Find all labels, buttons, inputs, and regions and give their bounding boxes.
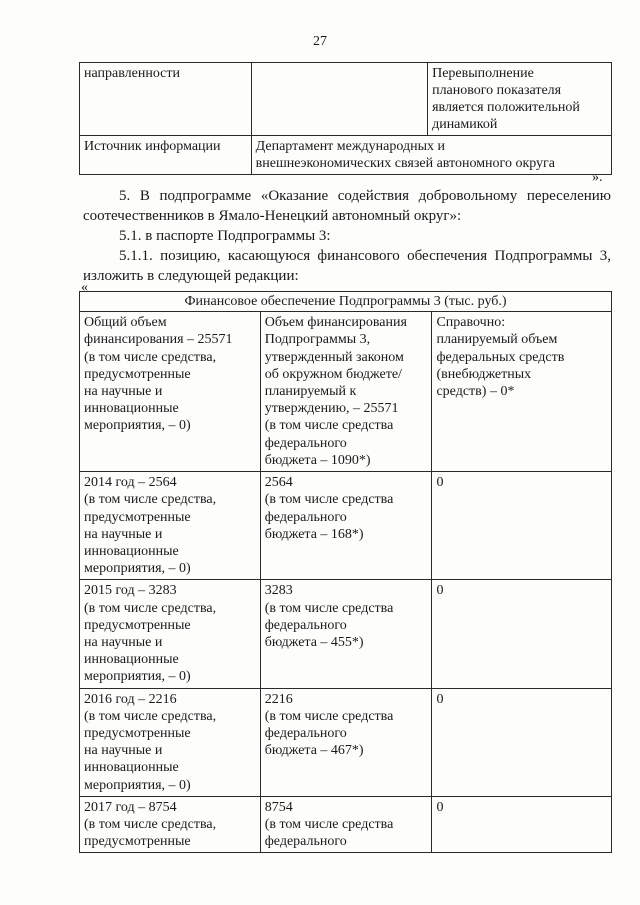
cell-text-line: предусмотренные [84,726,191,742]
cell-text-line: бюджета – 1090*) [264,452,371,468]
cell-text-line: (в том числе средства [264,492,394,508]
page-number: 27 [313,34,327,49]
cell-text-line: является положительной [432,100,580,115]
cell-text-line: Общий объем [84,315,167,331]
table-row [80,472,612,580]
cell-text-line: 0 [436,583,444,599]
opening-quote: « [81,280,88,295]
cell-text-line: федерального [264,834,347,850]
table-cell [251,136,611,175]
cell-text-line: 0 [436,475,444,491]
cell-text-line: (в том числе средства, [84,492,217,508]
cell-text-line: направленности [84,66,181,81]
cell-text-line: бюджета – 455*) [264,635,364,651]
cell-text-line: федеральных средств [436,349,565,365]
paragraph: 5.1. в паспорте Подпрограммы 3: [119,228,331,244]
cell-text-line: мероприятия, – 0) [84,561,191,577]
cell-text-line: утверждению, – 25571 [264,401,399,417]
cell-text-line: предусмотренные [84,509,191,525]
cell-text-line: планового показателя [432,83,562,98]
table-cell [80,580,261,688]
cell-text-line: средств) – 0* [436,384,515,400]
table-cell [432,472,612,580]
table-cell [432,312,612,472]
table-row [80,688,612,796]
cell-text-line: утвержденный законом [264,349,404,365]
cell-text-line: на научные и [84,384,163,400]
table-cell [260,796,432,853]
table-cell [251,63,427,136]
cell-text-line: 2014 год – 2564 [84,475,177,491]
cell-text-line: федерального [264,509,347,525]
cell-text-line: (в том числе средства [264,708,394,724]
table-row [80,136,612,175]
indicator-table [79,62,612,175]
cell-text-line: мероприятия, – 0) [84,777,191,793]
cell-text-line: об окружном бюджете/ [264,366,402,382]
table-cell [432,580,612,688]
table-title-row [80,292,612,312]
table-cell [80,472,261,580]
cell-text-line: мероприятия, – 0) [84,669,191,685]
cell-text-line: федерального [264,435,347,451]
cell-text-line: мероприятия, – 0) [84,418,191,434]
cell-text-line: 2015 год – 3283 [84,583,177,599]
table-cell [80,136,252,175]
cell-text-line: федерального [264,617,347,633]
cell-text-line: федерального [264,726,347,742]
table-cell [260,472,432,580]
cell-text-line: (в том числе средства, [84,349,217,365]
financing-table [79,291,612,853]
cell-text-line: 0 [436,799,444,815]
cell-text-line: на научные и [84,743,163,759]
cell-text-line: Департамент международных и [255,139,445,154]
cell-text-line: на научные и [84,635,163,651]
table-cell [432,796,612,853]
cell-text-line: (в том числе средства [264,418,394,434]
cell-text-line: динамикой [432,117,498,132]
cell-text-line: бюджета – 467*) [264,743,364,759]
paragraph: 5.1.1. позицию, касающуюся финансового обеспечения Подпрограммы 3, изложить в следующей редакции: [83,248,611,284]
cell-text-line: Подпрограммы 3, [264,332,371,348]
cell-text-line: (внебюджетных [436,366,532,382]
table-cell [260,312,432,472]
table-cell [80,312,261,472]
table-cell [80,688,261,796]
cell-text-line: 0 [436,691,444,707]
cell-text-line: инновационные [84,544,179,560]
cell-text-line: предусмотренные [84,366,191,382]
table-cell [260,688,432,796]
table-row [80,580,612,688]
cell-text-line: Объем финансирования [264,315,407,331]
table-row [80,312,612,472]
cell-text-line: (в том числе средства, [84,600,217,616]
closing-quote: ». [592,170,603,185]
cell-text-line: планируемый объем [436,332,558,348]
cell-text-line: финансирования – 25571 [84,332,233,348]
cell-text-line: Источник информации [84,139,221,154]
cell-text-line: 2216 [264,691,293,707]
cell-text-line: инновационные [84,652,179,668]
table-row [80,63,612,136]
cell-text-line: Перевыполнение [432,66,534,81]
cell-text-line: 2564 [264,475,293,491]
cell-text-line: (в том числе средства [264,600,394,616]
cell-text-line: бюджета – 168*) [264,526,364,542]
table-cell [428,63,612,136]
table-title: Финансовое обеспечение Подпрограммы 3 (тыс. руб.) [80,292,612,312]
cell-text-line: предусмотренные [84,834,191,850]
paragraph: 5. В подпрограмме «Оказание содействия добровольному переселению соотечественников в Ямало-Ненецкий автономный округ»: [83,188,611,224]
cell-text-line: (в том числе средства, [84,708,217,724]
cell-text-line: предусмотренные [84,617,191,633]
table-cell [80,796,261,853]
table-cell [432,688,612,796]
cell-text-line: Справочно: [436,315,506,331]
cell-text-line: планируемый к [264,384,357,400]
cell-text-line: (в том числе средства [264,817,394,833]
cell-text-line: внешнеэкономических связей автономного округа [255,156,556,171]
cell-text-line: 3283 [264,583,293,599]
table-row [80,796,612,853]
cell-text-line: (в том числе средства, [84,817,217,833]
table-cell [80,63,252,136]
cell-text-line: инновационные [84,401,179,417]
cell-text-line: 8754 [264,799,293,815]
cell-text-line: на научные и [84,526,163,542]
cell-text-line: инновационные [84,760,179,776]
table-cell [260,580,432,688]
cell-text-line: 2016 год – 2216 [84,691,177,707]
cell-text-line: 2017 год – 8754 [84,799,177,815]
